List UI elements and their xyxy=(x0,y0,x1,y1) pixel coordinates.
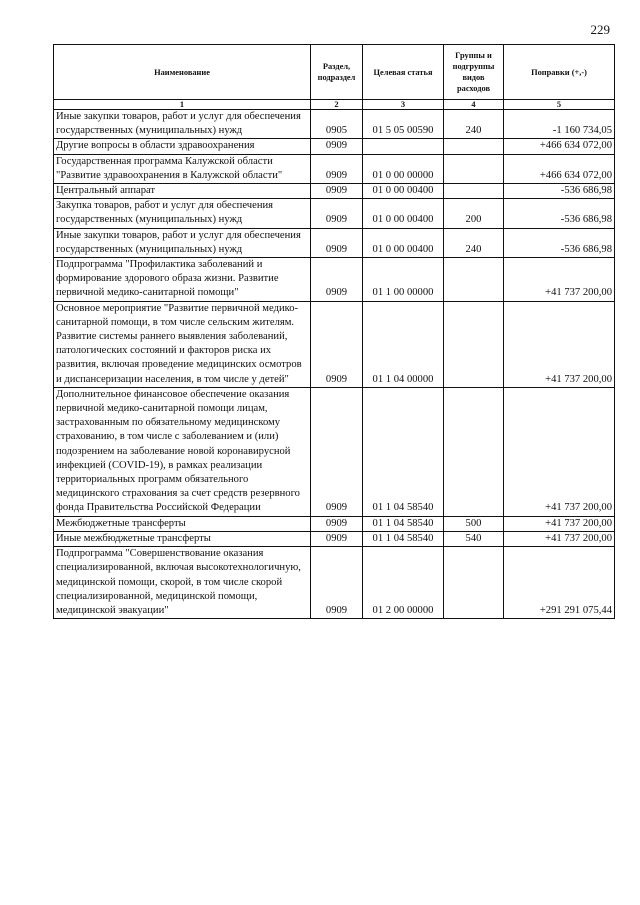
column-number: 4 xyxy=(444,100,504,110)
cell-target-article: 01 0 00 00400 xyxy=(363,199,444,228)
cell-amount: +41 737 200,00 xyxy=(504,516,615,531)
table-body xyxy=(54,110,615,619)
cell-section: 0909 xyxy=(311,154,363,183)
cell-target-article: 01 0 00 00000 xyxy=(363,154,444,183)
cell-amount: -536 686,98 xyxy=(504,184,615,199)
table-row xyxy=(54,184,615,199)
table-row xyxy=(54,516,615,531)
table-row xyxy=(54,547,615,619)
table-row xyxy=(54,387,615,516)
cell-name: Государственная программа Калужской области "Развитие здравоохранения в Калужской области" xyxy=(54,154,311,183)
table-row xyxy=(54,228,615,257)
table-row xyxy=(54,199,615,228)
cell-section: 0909 xyxy=(311,199,363,228)
cell-expense-group xyxy=(444,547,504,619)
cell-name: Иные межбюджетные трансферты xyxy=(54,531,311,546)
cell-name: Иные закупки товаров, работ и услуг для обеспечения государственных (муниципальных) нужд xyxy=(54,110,311,139)
cell-name: Другие вопросы в области здравоохранения xyxy=(54,139,311,154)
cell-expense-group xyxy=(444,301,504,387)
table-row xyxy=(54,110,615,139)
cell-name: Центральный аппарат xyxy=(54,184,311,199)
cell-section: 0909 xyxy=(311,387,363,516)
table-row xyxy=(54,531,615,546)
budget-amendments-table xyxy=(53,44,615,619)
cell-section: 0909 xyxy=(311,258,363,302)
column-number: 2 xyxy=(311,100,363,110)
header-section: Раздел, подраздел xyxy=(311,45,363,100)
header-expense-group: Группы и подгруппы видов расходов xyxy=(444,45,504,100)
cell-expense-group: 200 xyxy=(444,199,504,228)
cell-name: Подпрограмма "Профилактика заболеваний и формирование здорового образа жизни. Развитие первичной медико-санитарной помощи" xyxy=(54,258,311,302)
cell-name: Основное мероприятие "Развитие первичной медико-санитарной помощи, в том числе сельским жителям. Развитие системы раннего выявления заболеваний, патологических состояний и факторов риска их развития, включая проведение медицинских осмотров и диспансеризации населения, в том числе у детей" xyxy=(54,301,311,387)
page-number: 229 xyxy=(590,22,610,37)
cell-amount: -1 160 734,05 xyxy=(504,110,615,139)
cell-amount: +41 737 200,00 xyxy=(504,387,615,516)
table-row xyxy=(54,139,615,154)
cell-section: 0909 xyxy=(311,547,363,619)
table-row xyxy=(54,301,615,387)
cell-target-article: 01 1 04 58540 xyxy=(363,387,444,516)
cell-amount: -536 686,98 xyxy=(504,199,615,228)
cell-name: Подпрограмма "Совершенствование оказания специализированной, включая высокотехнологичную, медицинской помощи, скорой, в том числе скорой специализированной, медицинской помощи, медицинской эвакуации" xyxy=(54,547,311,619)
cell-target-article: 01 0 00 00400 xyxy=(363,228,444,257)
cell-expense-group: 540 xyxy=(444,531,504,546)
cell-target-article: 01 1 00 00000 xyxy=(363,258,444,302)
cell-target-article xyxy=(363,139,444,154)
cell-section: 0909 xyxy=(311,228,363,257)
cell-amount: +466 634 072,00 xyxy=(504,154,615,183)
column-number: 3 xyxy=(363,100,444,110)
cell-name: Иные закупки товаров, работ и услуг для обеспечения государственных (муниципальных) нужд xyxy=(54,228,311,257)
cell-section: 0909 xyxy=(311,516,363,531)
cell-amount: +291 291 075,44 xyxy=(504,547,615,619)
cell-target-article: 01 1 04 00000 xyxy=(363,301,444,387)
cell-section: 0905 xyxy=(311,110,363,139)
header-row xyxy=(54,45,615,100)
cell-expense-group: 500 xyxy=(444,516,504,531)
cell-amount: +41 737 200,00 xyxy=(504,301,615,387)
header-name: Наименование xyxy=(54,45,311,100)
cell-name: Закупка товаров, работ и услуг для обеспечения государственных (муниципальных) нужд xyxy=(54,199,311,228)
cell-amount: +466 634 072,00 xyxy=(504,139,615,154)
cell-section: 0909 xyxy=(311,301,363,387)
cell-expense-group: 240 xyxy=(444,110,504,139)
column-number-row xyxy=(54,100,615,110)
cell-name: Дополнительное финансовое обеспечение оказания первичной медико-санитарной помощи лицам, застрахованным по обязательному медицинскому страхованию, в том числе с заболеванием и (или) подозрением на заболевание новой коронавирусной инфекцией (COVID-19), в рамках реализации территориальных программ обязательного медицинского страхования за счет средств резервного фонда Правительства Российской Федерации xyxy=(54,387,311,516)
cell-target-article: 01 5 05 00590 xyxy=(363,110,444,139)
header-target-article: Целевая статья xyxy=(363,45,444,100)
column-number: 1 xyxy=(54,100,311,110)
cell-section: 0909 xyxy=(311,184,363,199)
cell-expense-group xyxy=(444,387,504,516)
table-row xyxy=(54,154,615,183)
cell-target-article: 01 2 00 00000 xyxy=(363,547,444,619)
header-amendments: Поправки (+,-) xyxy=(504,45,615,100)
cell-expense-group: 240 xyxy=(444,228,504,257)
cell-expense-group xyxy=(444,154,504,183)
cell-name: Межбюджетные трансферты xyxy=(54,516,311,531)
cell-expense-group xyxy=(444,184,504,199)
cell-target-article: 01 1 04 58540 xyxy=(363,516,444,531)
column-number: 5 xyxy=(504,100,615,110)
cell-target-article: 01 0 00 00400 xyxy=(363,184,444,199)
cell-section: 0909 xyxy=(311,139,363,154)
cell-amount: -536 686,98 xyxy=(504,228,615,257)
cell-target-article: 01 1 04 58540 xyxy=(363,531,444,546)
cell-expense-group xyxy=(444,139,504,154)
cell-expense-group xyxy=(444,258,504,302)
table-row xyxy=(54,258,615,302)
cell-amount: +41 737 200,00 xyxy=(504,258,615,302)
cell-amount: +41 737 200,00 xyxy=(504,531,615,546)
cell-section: 0909 xyxy=(311,531,363,546)
